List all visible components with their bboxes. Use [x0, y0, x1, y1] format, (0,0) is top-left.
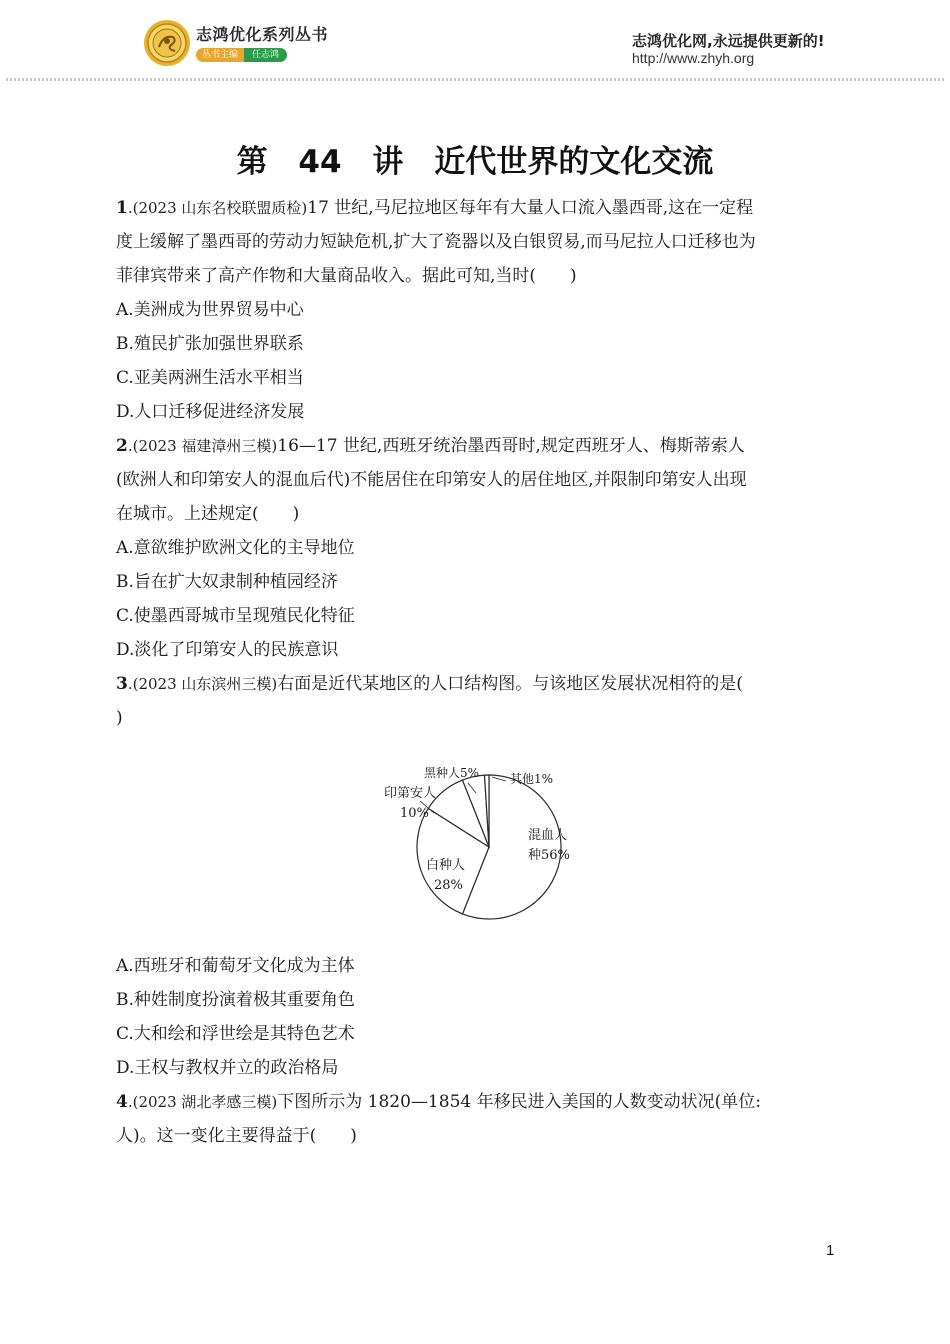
question-stem-line — [116, 429, 836, 463]
badge-editor-name: 任志鸿 — [244, 48, 287, 62]
option-c: C.使墨西哥城市呈现殖民化特征 — [116, 606, 355, 626]
option-a: A.美洲成为世界贸易中心 — [116, 300, 304, 320]
question-stem-line: 在城市。上述规定( ) — [116, 504, 300, 524]
question-number: 4 — [116, 1092, 128, 1112]
question-content — [116, 191, 836, 1153]
question-source: .(2023 山东名校联盟质检) — [127, 199, 308, 217]
question-text: 下图所示为 1820—1854 年移民进入美国的人数变动状况(单位: — [277, 1092, 761, 1112]
option-b: B.殖民扩张加强世界联系 — [116, 334, 304, 354]
option-d: D.人口迁移促进经济发展 — [116, 402, 305, 422]
option-b: B.旨在扩大奴隶制种植园经济 — [116, 572, 338, 592]
question-source: .(2023 湖北孝感三模) — [127, 1093, 278, 1111]
badge-editor-label: 丛书主编 — [196, 48, 244, 62]
zhihong-logo-icon — [143, 19, 191, 67]
pie-label: 白种人 — [426, 858, 466, 873]
option-b: B.种姓制度扮演着极其重要角色 — [116, 990, 355, 1010]
option-c: C.亚美两洲生活水平相当 — [116, 368, 304, 388]
header-divider — [6, 78, 944, 81]
question-stem-line — [116, 1085, 836, 1119]
option-d: D.王权与教权并立的政治格局 — [116, 1058, 339, 1078]
question-stem-line: 度上缓解了墨西哥的劳动力短缺危机,扩大了瓷器以及白银贸易,而马尼拉人口迁移也为 — [116, 232, 756, 252]
question-stem-line: 人)。这一变化主要得益于( ) — [116, 1126, 357, 1146]
option-d: D.淡化了印第安人的民族意识 — [116, 640, 339, 660]
question-stem-line: 菲律宾带来了高产作物和大量商品收入。据此可知,当时( ) — [116, 266, 577, 286]
pie-chart-svg — [376, 741, 616, 941]
series-title: 志鸿优化系列丛书 — [196, 25, 329, 44]
question-stem-line — [116, 667, 836, 701]
question-text: 17 世纪,马尼拉地区每年有大量人口流入墨西哥,这在一定程 — [307, 198, 754, 218]
page-number: 1 — [826, 1242, 835, 1259]
pie-value-label: 种56% — [528, 848, 570, 863]
option-a: A.西班牙和葡萄牙文化成为主体 — [116, 956, 355, 976]
pie-label: 混血人 — [528, 828, 568, 843]
header-url[interactable]: http://www.zhyh.org — [632, 50, 755, 66]
pie-label: 黑种人5% — [424, 766, 480, 780]
editor-badge — [196, 48, 287, 62]
question-stem-line: ) — [116, 708, 123, 728]
question-4 — [116, 1085, 836, 1153]
question-number: 3 — [116, 674, 128, 694]
pie-value-label: 10% — [400, 806, 429, 821]
population-pie-chart — [116, 735, 836, 949]
question-number: 1 — [116, 198, 128, 218]
page-title: 第 44 讲 近代世界的文化交流 — [236, 144, 714, 180]
pie-value-label: 28% — [434, 878, 463, 893]
question-number: 2 — [116, 436, 128, 456]
pie-label: 印第安人 — [384, 786, 437, 801]
question-source: .(2023 福建漳州三模) — [127, 437, 278, 455]
question-stem-line: (欧洲人和印第安人的混血后代)不能居住在印第安人的居住地区,并限制印第安人出现 — [116, 470, 747, 490]
option-c: C.大和绘和浮世绘是其特色艺术 — [116, 1024, 355, 1044]
header-slogan: 志鸿优化网,永远提供更新的! — [632, 32, 825, 50]
option-a: A.意欲维护欧洲文化的主导地位 — [116, 538, 355, 558]
question-source: .(2023 山东滨州三模) — [127, 675, 278, 693]
question-text: 16—17 世纪,西班牙统治墨西哥时,规定西班牙人、梅斯蒂索人 — [277, 436, 745, 456]
question-text: 右面是近代某地区的人口结构图。与该地区发展状况相符的是( — [277, 674, 743, 694]
pie-label: 其他1% — [510, 772, 554, 786]
question-1 — [116, 191, 836, 429]
page-header — [0, 0, 950, 80]
question-stem-line — [116, 191, 836, 225]
question-3 — [116, 667, 836, 1085]
question-2 — [116, 429, 836, 667]
